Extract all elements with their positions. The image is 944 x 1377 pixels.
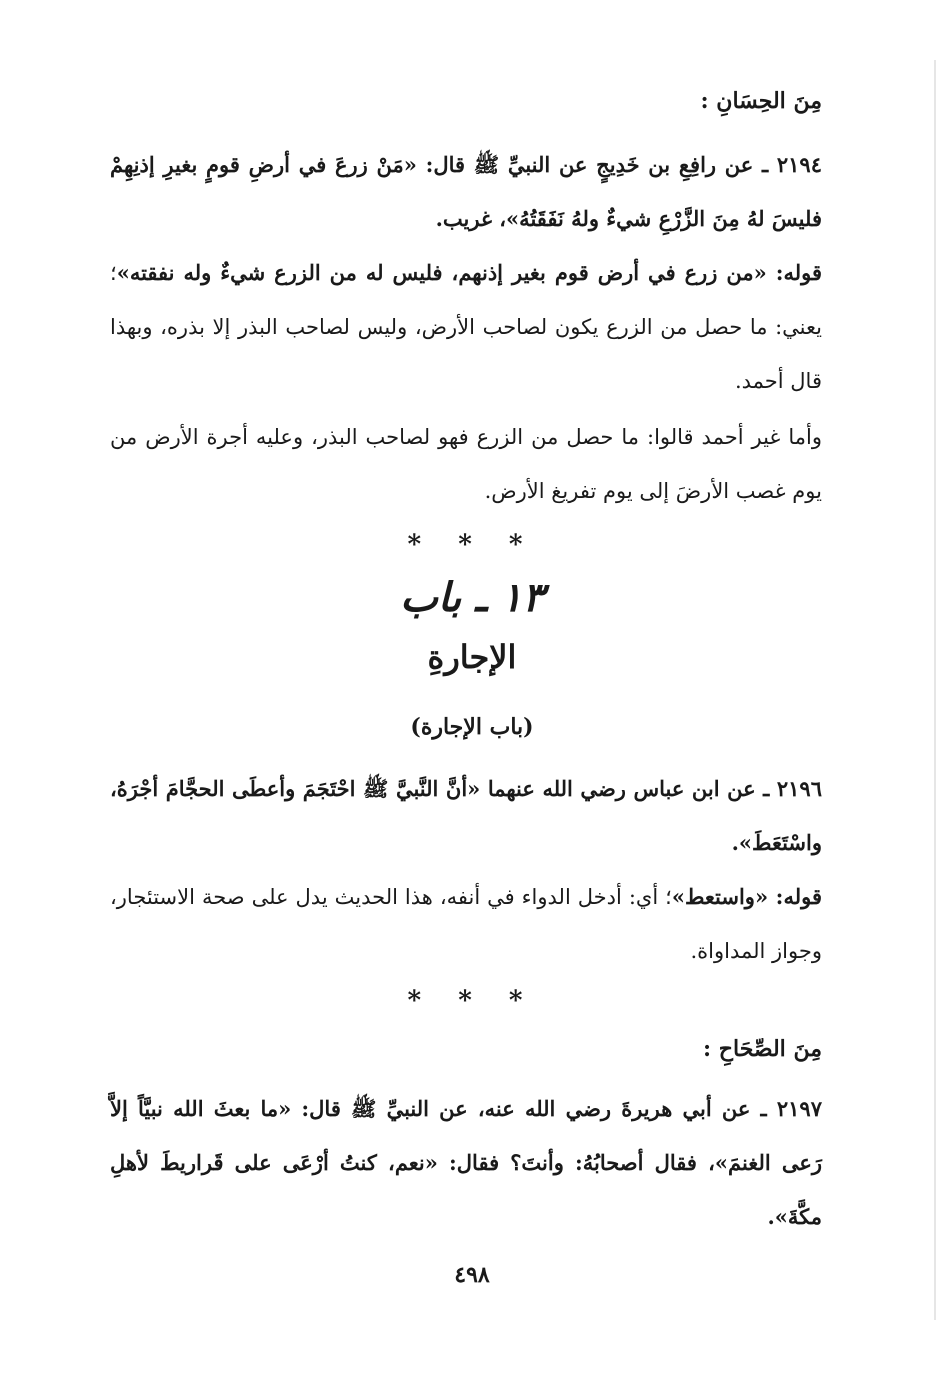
section-separator: * * *: [407, 530, 537, 560]
chapter-subtitle: (باب الإجارة): [410, 714, 534, 740]
commentary-2196: [110, 870, 822, 978]
page-edge-line: [934, 60, 936, 1320]
hadith-2194: ٢١٩٤ ـ عن رافِعِ بن خَدِيجٍ عن النبيِّ ﷺ قال: «مَنْ زرعَ في أرضِ قومٍ بغيرِ إذنِهِمْ فليسَ لهُ مِنَ الزَّرْعِ شيءٌ ولهُ نَفَقَتُهُ»، غريب.: [110, 152, 822, 231]
hadith-2197: ٢١٩٧ ـ عن أبي هريرةَ رضي الله عنه، عن النبيِّ ﷺ قال: «ما بعثَ الله نبيَّاً إلاَّ رَعى الغنمَ»، فقال أصحابُهُ: وأنتَ؟ فقال: «نعم، كنتُ أرْعَى على قَراريطَ لأهلِ مكَّةَ».: [110, 1096, 822, 1229]
commentary-quote: قوله: «واستعط»: [671, 884, 822, 909]
commentary-quote: قوله: «من زرع في أرض قوم بغير إذنهم، فليس له من الزرع شيءٌ وله نفقته»: [116, 260, 822, 285]
chapter-number: ١٣ ـ باب: [400, 574, 544, 621]
hadith-2196: ٢١٩٦ ـ عن ابن عباس رضي الله عنهما «أنَّ النَّبيَّ ﷺ احْتَجَمَ وأعطَى الحجَّامَ أجْرَهُ، واسْتَعَطَ».: [110, 776, 822, 855]
section-separator: * * *: [407, 986, 537, 1016]
section-heading-sihah: مِنَ الصِّحَاحِ :: [703, 1036, 822, 1062]
commentary-2194-others: وأما غير أحمد قالوا: ما حصل من الزرع فهو لصاحب البذر، وعليه أجرة الأرض من يوم غصب الأرضَ إلى يوم تفريغ الأرض.: [110, 425, 822, 503]
commentary-text: ؛ يعني: ما حصل من الزرع يكون لصاحب الأرض، وليس لصاحب البذر إلا بذره، وبهذا قال أحمد.: [110, 261, 822, 393]
commentary-2194: [110, 246, 822, 408]
commentary-text: ؛ أي: أدخل الدواء في أنفه، هذا الحديث يدل على صحة الاستئجار، وجواز المداواة.: [110, 885, 822, 963]
page-number: ٤٩٨: [454, 1262, 490, 1288]
section-heading-hisan: مِنَ الحِسَانِ :: [700, 88, 822, 114]
chapter-title: الإجارةِ: [427, 638, 517, 676]
